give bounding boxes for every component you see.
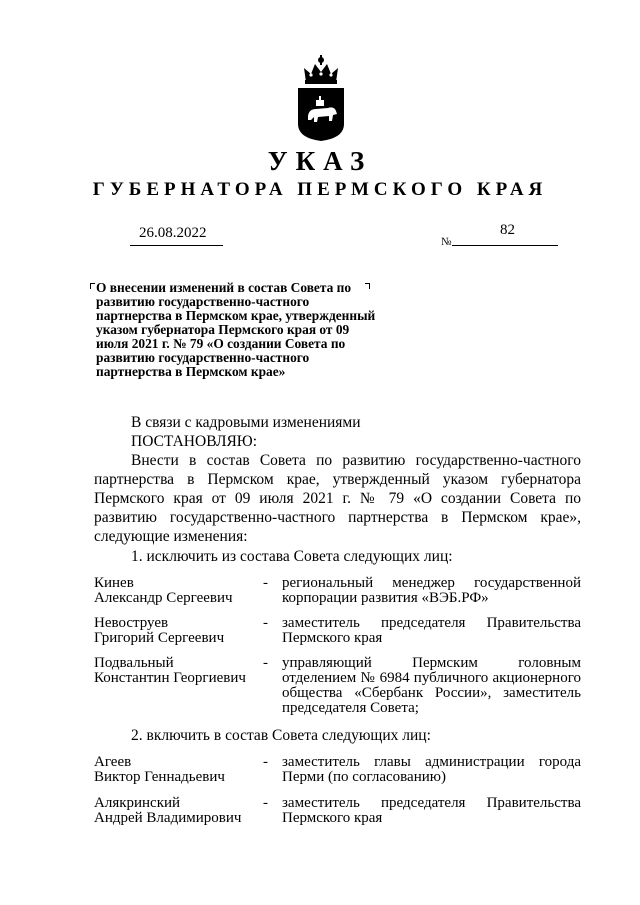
heading-corner-left (90, 283, 95, 289)
member-dash: - (263, 655, 268, 671)
member-given-name: Виктор Геннадьевич (94, 769, 225, 785)
decree-word: ПОСТАНОВЛЯЮ: (131, 433, 258, 450)
decree-date: 26.08.2022 (139, 225, 207, 241)
member-name (94, 656, 259, 686)
item-include: 2. включить в состав Совета следующих лиц: (131, 727, 431, 744)
number-underline (452, 245, 558, 246)
member-given-name: Андрей Владимирович (94, 810, 242, 826)
document-title: УКАЗ (267, 146, 373, 176)
intro-text: В связи с кадровыми изменениями (131, 414, 361, 431)
decree-heading: О внесении изменений в состав Совета по развитию государственно-частного партнерства в Пермском крае, утвержденный указом губернатора Пермского края от 09 июля 2021 г. № 79 «О создании Совета по развитию государственно-частного партнерства в Пермском крае» (96, 280, 376, 379)
member-role: управляющий Пермским головным отделением № 6984 публичного акционерного общества «Сбербанк России», заместитель председателя Совета; (282, 655, 581, 716)
member-name (94, 796, 259, 826)
member-surname: Подвальный (94, 655, 174, 671)
member-dash: - (263, 575, 268, 591)
member-dash: - (263, 795, 268, 811)
member-given-name: Константин Георгиевич (94, 670, 246, 686)
perm-krai-coat-of-arms-icon (296, 54, 346, 142)
member-name (94, 616, 259, 646)
item-exclude: 1. исключить из состава Совета следующих лиц: (131, 548, 453, 565)
member-name (94, 576, 259, 606)
decree-number: 82 (500, 222, 515, 238)
member-role: заместитель председателя Правительства Пермского края (282, 795, 581, 826)
main-paragraph: Внести в состав Совета по развитию государственно-частного партнерства в Пермском крае, утвержденный указом губернатора Пермского края от 09 июля 2021 г. № 79 «О создании Совета по развитию государственно-частного партнерства в Пермском крае», следующие изменения: (94, 452, 581, 545)
date-underline (130, 245, 223, 246)
member-role: региональный менеджер государственной корпорации развития «ВЭБ.РФ» (282, 575, 581, 606)
member-given-name: Григорий Сергеевич (94, 630, 225, 646)
member-given-name: Александр Сергеевич (94, 590, 233, 606)
member-surname: Алякринский (94, 795, 181, 811)
member-dash: - (263, 615, 268, 631)
member-dash: - (263, 754, 268, 770)
member-surname: Невоструев (94, 615, 169, 631)
member-role: заместитель председателя Правительства Пермского края (282, 615, 581, 646)
member-surname: Кинев (94, 575, 134, 591)
member-name (94, 755, 259, 785)
document-subtitle: ГУБЕРНАТОРА ПЕРМСКОГО КРАЯ (92, 179, 548, 200)
number-sign: № (441, 236, 452, 248)
member-surname: Агеев (94, 754, 132, 770)
member-role: заместитель главы администрации города Перми (по согласованию) (282, 754, 581, 785)
